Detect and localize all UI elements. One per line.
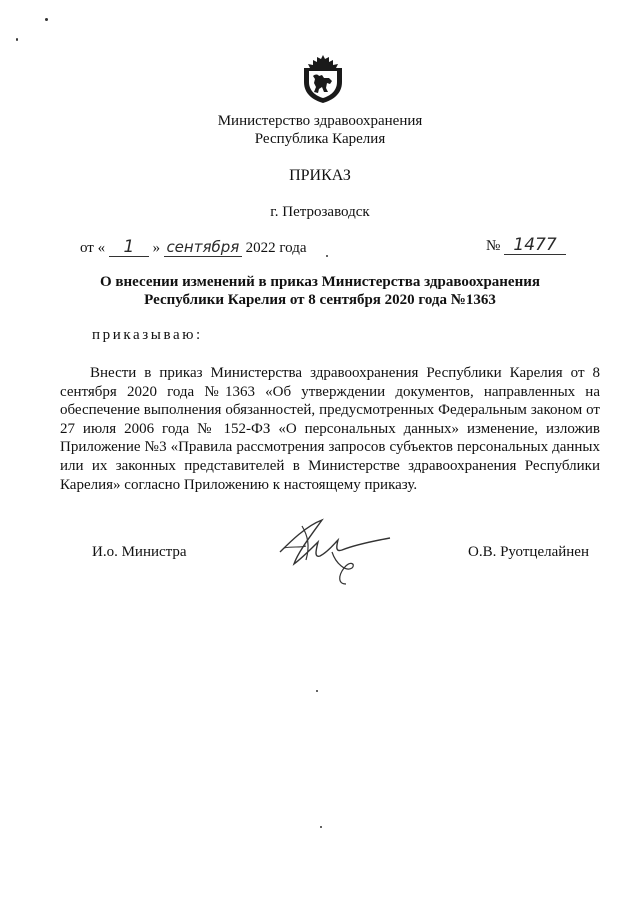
date-year: 2022 года [245, 240, 307, 256]
number-value: 1477 [504, 236, 566, 255]
date-line [80, 238, 307, 257]
document-type: ПРИКАЗ [289, 167, 351, 184]
scan-speck [45, 18, 48, 21]
order-word: приказываю: [92, 327, 203, 343]
date-prefix: от « [80, 240, 106, 256]
karelia-coat-of-arms-icon [302, 54, 344, 104]
city: г. Петрозаводск [270, 204, 370, 220]
order-body: Внести в приказ Министерства здравоохранения Республики Карелия от 8 сентября 2020 года №1363 «Об утверждении документов, направленных на обеспечение выполнения обязанностей, предусмотренных Федеральным законом от 27 июля 2006 года № 152-ФЗ «О персональных данных» изменение, изложив Приложение №3 «Правила рассмотрения запросов субъектов персональных данных или их законных представителей в Министерстве здравоохранения Республики Карелия» согласно Приложению к настоящему приказу. [60, 365, 600, 493]
signatory-name: О.В. Руотцелайнен [468, 544, 589, 560]
handwritten-signature [272, 512, 402, 588]
order-title-line2: Республики Карелия от 8 сентября 2020 года №1363 [144, 292, 496, 308]
order-number [486, 236, 566, 255]
date-day: 1 [109, 238, 149, 257]
ministry-name-line2: Республика Карелия [254, 131, 386, 147]
ministry-name-line1: Министерство здравоохранения [217, 113, 423, 129]
date-mid: » [152, 240, 161, 256]
scan-speck [316, 690, 318, 692]
scan-speck [326, 255, 328, 257]
order-title-line1: О внесении изменений в приказ Министерства здравоохранения [99, 274, 540, 290]
scan-speck [16, 38, 18, 41]
signatory-position: И.о. Министра [92, 544, 187, 560]
date-month: сентября [164, 238, 242, 257]
scan-speck [320, 826, 322, 828]
number-prefix: № [486, 238, 501, 254]
